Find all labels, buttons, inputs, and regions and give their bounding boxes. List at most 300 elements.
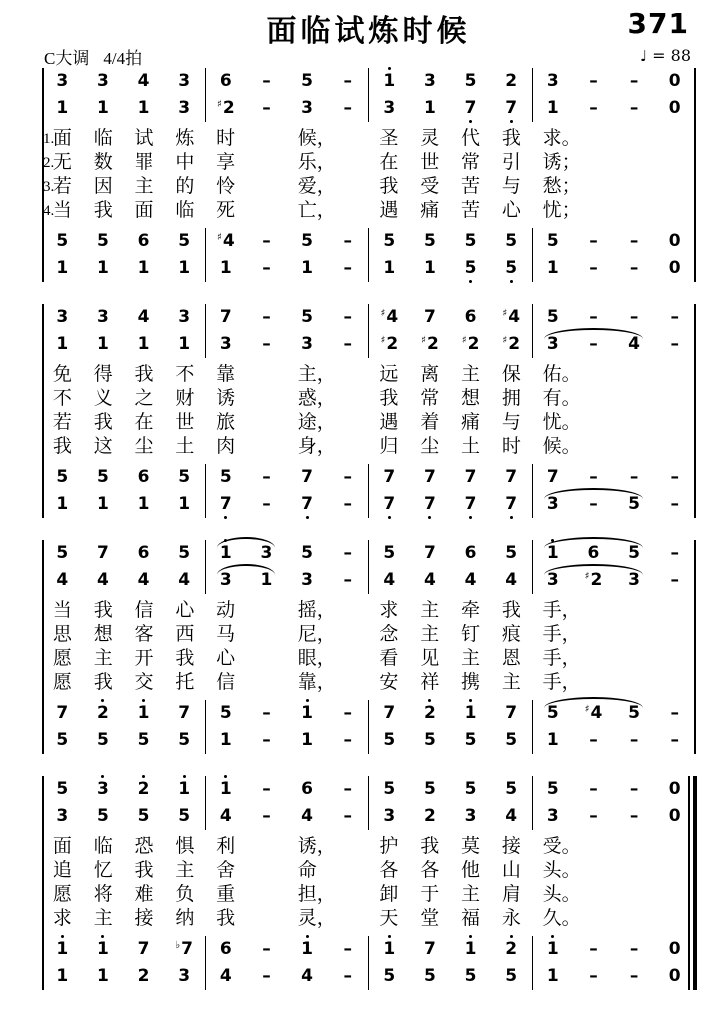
note-cell xyxy=(670,496,679,513)
note-digit: – xyxy=(262,806,271,826)
notation-line-upper-1 xyxy=(369,331,532,358)
note-cell xyxy=(97,336,109,353)
note-beat xyxy=(123,727,164,754)
lyric-syllable: 天 xyxy=(379,908,399,929)
note-beat xyxy=(654,567,695,594)
lyric-beat xyxy=(328,599,369,623)
note-digit: 7 xyxy=(219,307,232,327)
note-digit: 7 xyxy=(424,496,436,513)
note-digit: 3 xyxy=(178,71,191,91)
note-beat xyxy=(573,304,614,331)
note-digit: 5 xyxy=(505,966,518,986)
note-beat xyxy=(369,803,410,830)
lyric-syllable: 罪 xyxy=(134,152,154,173)
notation-line-lower-0 xyxy=(206,700,369,727)
note-beat xyxy=(287,567,328,594)
note-cell xyxy=(138,100,150,117)
lyric-syllable: 肉 xyxy=(216,436,236,457)
hymn-number: 371 xyxy=(627,7,689,40)
lyric-measure xyxy=(42,363,205,387)
note-beat xyxy=(42,304,83,331)
lyric-syllable: 命 xyxy=(297,860,317,881)
lyric-syllable: 动 xyxy=(216,600,236,621)
note-cell xyxy=(670,732,679,749)
lyric-beat xyxy=(205,363,246,387)
note-digit: – xyxy=(670,307,679,327)
lyric-syllable: 忧； xyxy=(542,200,581,221)
note-digit: 4 xyxy=(137,71,150,91)
note-beat xyxy=(654,331,695,358)
note-beat xyxy=(533,228,574,255)
note-digit: – xyxy=(629,730,639,750)
lyric-syllable: 佑。 xyxy=(542,364,581,385)
note-beat xyxy=(410,727,451,754)
note-digit: – xyxy=(262,467,271,487)
note-cell xyxy=(97,100,109,117)
note-digit: 4 xyxy=(56,570,69,590)
note-digit: 0 xyxy=(668,966,681,986)
measure xyxy=(42,700,205,754)
note-digit: 1 xyxy=(546,258,559,278)
notation-line-lower-1 xyxy=(42,255,205,282)
lyric-beat xyxy=(369,127,410,151)
note-cell xyxy=(97,73,109,90)
note-cell xyxy=(138,572,150,589)
note-digit: 4 xyxy=(464,570,477,590)
note-cell xyxy=(262,968,271,985)
notation-line-lower-1 xyxy=(206,491,369,518)
lyric-syllable: 主 xyxy=(461,364,481,385)
note-cell xyxy=(630,100,639,117)
note-cell xyxy=(343,309,352,326)
notation-line-upper-0 xyxy=(42,540,205,567)
lyric-measure xyxy=(205,387,368,411)
lyric-measure xyxy=(369,411,532,435)
note-digit: 1 xyxy=(301,941,313,958)
note-beat xyxy=(42,255,83,282)
notation-line-lower-0 xyxy=(42,936,205,963)
lyric-measure xyxy=(42,435,205,459)
lyric-syllable: 主 xyxy=(93,648,113,669)
lyric-measure xyxy=(205,835,368,859)
note-cell xyxy=(301,496,313,513)
octave-dot-low xyxy=(388,516,391,519)
note-beat xyxy=(246,228,287,255)
note-cell xyxy=(262,100,271,117)
note-cell xyxy=(56,73,68,90)
lyric-measure xyxy=(205,175,368,199)
lyric-beat xyxy=(124,907,165,931)
note-digit: 1 xyxy=(137,258,150,278)
note-beat xyxy=(83,304,124,331)
note-cell xyxy=(97,260,109,277)
octave-dot-low xyxy=(510,280,513,283)
final-barline-thick xyxy=(693,776,697,990)
notation-line-upper-1 xyxy=(42,331,205,358)
note-cell xyxy=(505,496,517,513)
note-beat xyxy=(42,803,83,830)
lyric-beat xyxy=(613,671,654,695)
lyric-beat xyxy=(246,907,287,931)
note-cell xyxy=(262,808,271,825)
note-cell xyxy=(421,336,439,353)
note-beat xyxy=(533,464,574,491)
notation-line-upper-0 xyxy=(206,540,369,567)
notation-line-lower-0 xyxy=(42,228,205,255)
note-digit: 3 xyxy=(546,71,559,91)
lyric-syllable: 苦 xyxy=(461,176,481,197)
note-beat xyxy=(164,228,205,255)
lyric-beat xyxy=(409,907,450,931)
lyric-beat xyxy=(83,127,124,151)
note-digit: 3 xyxy=(97,71,109,91)
lyric-syllable: 若 xyxy=(52,412,72,433)
lyric-beat xyxy=(83,671,124,695)
note-digit: 2 xyxy=(590,570,603,590)
lyric-beat xyxy=(42,599,83,623)
note-beat xyxy=(614,228,655,255)
lyric-beat xyxy=(124,435,165,459)
lyric-syllable: 时 xyxy=(501,436,521,457)
upper-voice-pair xyxy=(42,68,695,122)
note-digit: 5 xyxy=(464,71,477,91)
note-digit: 0 xyxy=(668,806,681,826)
lyric-beat xyxy=(328,175,369,199)
note-beat xyxy=(491,700,532,727)
lyric-syllable: 主 xyxy=(134,176,154,197)
note-digit: 5 xyxy=(546,307,559,327)
note-cell xyxy=(505,100,517,117)
note-digit: 5 xyxy=(219,703,232,723)
note-digit: 4 xyxy=(383,570,396,590)
note-cell xyxy=(138,705,150,722)
note-digit: 5 xyxy=(628,494,640,514)
note-digit: 5 xyxy=(97,231,109,251)
tempo-marking xyxy=(640,46,691,65)
lyric-measure xyxy=(532,411,695,435)
lyric-beat xyxy=(124,883,165,907)
note-digit: 4 xyxy=(97,570,109,590)
lyric-syllable: 这 xyxy=(93,436,113,457)
note-beat xyxy=(491,304,532,331)
note-beat xyxy=(164,776,205,803)
lyric-syllable: 想 xyxy=(461,388,481,409)
note-beat xyxy=(164,540,205,567)
lyric-beat xyxy=(491,883,532,907)
lyric-beat xyxy=(491,127,532,151)
lyric-measure xyxy=(532,435,695,459)
note-digit: 4 xyxy=(137,307,150,327)
note-cell xyxy=(178,309,190,326)
note-cell xyxy=(505,808,517,825)
lyric-beat xyxy=(409,623,450,647)
lyric-beat xyxy=(491,411,532,435)
lyric-beat xyxy=(532,411,581,435)
note-digit: – xyxy=(589,494,598,514)
note-digit: 7 xyxy=(465,496,477,513)
note-cell xyxy=(138,233,150,250)
lyric-beat xyxy=(573,435,614,459)
note-digit: 5 xyxy=(546,703,559,723)
note-beat xyxy=(287,255,328,282)
note-cell xyxy=(670,545,679,562)
verse-row-3 xyxy=(42,883,695,907)
lyric-beat xyxy=(450,859,491,883)
note-beat xyxy=(164,255,205,282)
note-beat xyxy=(327,776,368,803)
note-cell xyxy=(343,260,352,277)
note-beat xyxy=(491,803,532,830)
lyric-beat xyxy=(287,835,336,859)
lyric-beat xyxy=(287,175,336,199)
note-cell xyxy=(547,309,559,326)
note-beat xyxy=(287,331,328,358)
note-digit: 2 xyxy=(505,941,517,958)
lyric-syllable: 眼， xyxy=(297,648,336,669)
lyric-syllable: 马 xyxy=(216,624,236,645)
lyric-measure xyxy=(369,151,532,175)
notation-line-upper-0 xyxy=(533,68,696,95)
lyric-syllable: 时 xyxy=(216,128,236,149)
note-cell xyxy=(343,73,352,90)
note-beat xyxy=(246,803,287,830)
note-beat xyxy=(123,936,164,963)
note-digit: 5 xyxy=(301,307,313,327)
note-beat xyxy=(327,491,368,518)
lyric-syllable: 舍 xyxy=(216,860,236,881)
note-beat xyxy=(410,540,451,567)
note-digit: 4 xyxy=(505,806,518,826)
lyric-syllable: 灵， xyxy=(297,908,336,929)
note-cell xyxy=(178,260,190,277)
note-cell xyxy=(138,968,150,985)
note-digit: – xyxy=(262,98,271,118)
note-beat xyxy=(287,95,328,122)
lyric-syllable: 忆 xyxy=(93,860,113,881)
measure xyxy=(205,304,369,358)
lyric-beat xyxy=(124,671,165,695)
note-cell xyxy=(138,73,150,90)
note-beat xyxy=(83,68,124,95)
note-digit: 5 xyxy=(383,730,396,750)
lyric-beat xyxy=(369,859,410,883)
note-digit: – xyxy=(589,334,598,354)
note-digit: 4 xyxy=(301,966,313,986)
note-digit: 2 xyxy=(97,705,109,722)
notation-line-lower-1 xyxy=(533,963,696,990)
octave-dot-high xyxy=(61,935,64,938)
note-digit: 3 xyxy=(178,966,191,986)
note-digit: 2 xyxy=(222,98,235,118)
lyric-syllable: 尘 xyxy=(420,436,440,457)
note-cell xyxy=(465,808,477,825)
lyric-syllable: 着 xyxy=(420,412,440,433)
note-cell xyxy=(424,469,436,486)
note-beat xyxy=(573,776,614,803)
lyric-beat xyxy=(42,387,83,411)
lyric-measure xyxy=(532,363,695,387)
note-cell xyxy=(301,781,313,798)
note-beat xyxy=(83,491,124,518)
note-beat xyxy=(533,304,574,331)
note-digit: 3 xyxy=(301,570,313,590)
note-cell xyxy=(178,808,190,825)
note-beat xyxy=(533,95,574,122)
lyric-syllable: 他 xyxy=(461,860,481,881)
note-cell xyxy=(301,469,313,486)
octave-dot-high xyxy=(551,935,554,938)
lyric-syllable: 祥 xyxy=(420,672,440,693)
note-digit: 5 xyxy=(56,467,69,487)
lyric-beat xyxy=(532,387,581,411)
system-4 xyxy=(42,776,695,990)
note-digit: 1 xyxy=(547,545,559,562)
note-digit: 5 xyxy=(546,231,559,251)
lyric-measure xyxy=(532,671,695,695)
verse-number: 3. xyxy=(43,179,55,195)
lyric-syllable: 主 xyxy=(93,908,113,929)
note-digit: 5 xyxy=(628,703,640,723)
note-cell xyxy=(424,260,436,277)
note-digit: – xyxy=(589,779,598,799)
note-cell xyxy=(178,469,190,486)
lyric-beat xyxy=(613,199,654,223)
note-beat xyxy=(123,540,164,567)
measure xyxy=(42,304,205,358)
note-cell xyxy=(301,73,313,90)
lyric-measure xyxy=(42,907,205,931)
note-digit: 1 xyxy=(97,494,109,514)
measure xyxy=(205,464,369,518)
note-beat xyxy=(410,776,451,803)
octave-dot-high xyxy=(142,775,145,778)
lyric-beat xyxy=(573,859,614,883)
note-digit: – xyxy=(343,307,352,327)
lyric-beat xyxy=(328,671,369,695)
lyric-beat xyxy=(164,199,205,223)
lyric-measure xyxy=(369,623,532,647)
notation-line-lower-1 xyxy=(206,727,369,754)
lyric-beat xyxy=(450,363,491,387)
note-beat xyxy=(491,727,532,754)
lyric-beat xyxy=(613,151,654,175)
verse-row-3 xyxy=(42,647,695,671)
note-digit: 5 xyxy=(505,260,517,277)
note-cell xyxy=(630,781,639,798)
lyric-beat xyxy=(205,907,246,931)
measure xyxy=(532,464,696,518)
note-beat xyxy=(533,68,574,95)
note-beat xyxy=(450,331,491,358)
note-digit: 7 xyxy=(181,939,193,959)
note-cell xyxy=(383,469,395,486)
notation-line-lower-1 xyxy=(206,255,369,282)
notation-line-lower-0 xyxy=(369,228,532,255)
lyric-beat xyxy=(613,883,654,907)
note-cell xyxy=(343,100,352,117)
note-beat xyxy=(287,304,328,331)
note-cell xyxy=(56,732,68,749)
lyric-syllable: 卸 xyxy=(379,884,399,905)
lyric-beat xyxy=(124,647,165,671)
lyric-beat xyxy=(654,127,695,151)
note-cell xyxy=(505,705,517,722)
lyric-syllable: 面 xyxy=(52,128,72,149)
lyric-measure xyxy=(532,599,695,623)
note-beat xyxy=(614,963,655,990)
note-digit: 5 xyxy=(464,231,477,251)
note-beat xyxy=(410,491,451,518)
note-digit: 0 xyxy=(668,231,681,251)
note-beat xyxy=(246,700,287,727)
note-beat xyxy=(614,255,655,282)
verse-row-4 xyxy=(42,907,695,931)
notation-line-upper-1 xyxy=(206,803,369,830)
lyric-syllable: 担， xyxy=(297,884,336,905)
note-cell xyxy=(502,336,520,353)
lyric-beat xyxy=(246,883,287,907)
note-digit: 2 xyxy=(424,806,436,826)
lyric-syllable: 面 xyxy=(134,200,154,221)
note-beat xyxy=(614,68,655,95)
notation-line-lower-0 xyxy=(369,700,532,727)
lyric-syllable: 护 xyxy=(379,836,399,857)
note-cell xyxy=(178,781,190,798)
note-digit: 0 xyxy=(668,258,681,278)
octave-dot-low xyxy=(469,516,472,519)
note-digit: 3 xyxy=(56,307,69,327)
note-cell xyxy=(669,73,681,90)
lyric-syllable: 心 xyxy=(501,200,521,221)
note-cell xyxy=(383,781,395,798)
lyric-beat xyxy=(532,175,581,199)
lyric-beat xyxy=(124,599,165,623)
lyric-beat xyxy=(287,151,336,175)
lyric-measure xyxy=(369,883,532,907)
note-digit: 0 xyxy=(668,71,681,91)
note-cell xyxy=(670,309,679,326)
note-digit: 5 xyxy=(219,467,232,487)
note-cell xyxy=(670,336,679,353)
note-cell xyxy=(547,100,559,117)
note-digit: 5 xyxy=(505,779,518,799)
note-beat xyxy=(491,68,532,95)
measure xyxy=(532,68,696,122)
lyric-beat xyxy=(654,199,695,223)
lower-voice-pair xyxy=(42,936,695,990)
note-beat xyxy=(533,803,574,830)
note-digit: 1 xyxy=(56,494,69,514)
lyric-syllable: 心 xyxy=(175,600,195,621)
measure xyxy=(42,464,205,518)
note-beat xyxy=(533,776,574,803)
note-cell xyxy=(383,968,395,985)
note-digit: 5 xyxy=(424,730,436,750)
note-digit: 1 xyxy=(301,730,313,750)
note-digit: – xyxy=(629,779,639,799)
note-beat xyxy=(410,331,451,358)
measure xyxy=(532,936,696,990)
lyric-syllable: 痛 xyxy=(420,200,440,221)
note-beat xyxy=(206,803,247,830)
lyric-beat xyxy=(83,199,124,223)
sharp-icon: ♯ xyxy=(584,571,590,582)
lyric-beat xyxy=(205,859,246,883)
note-beat xyxy=(410,68,451,95)
lyric-beat xyxy=(450,671,491,695)
note-cell xyxy=(56,808,68,825)
notation-line-lower-0 xyxy=(369,464,532,491)
